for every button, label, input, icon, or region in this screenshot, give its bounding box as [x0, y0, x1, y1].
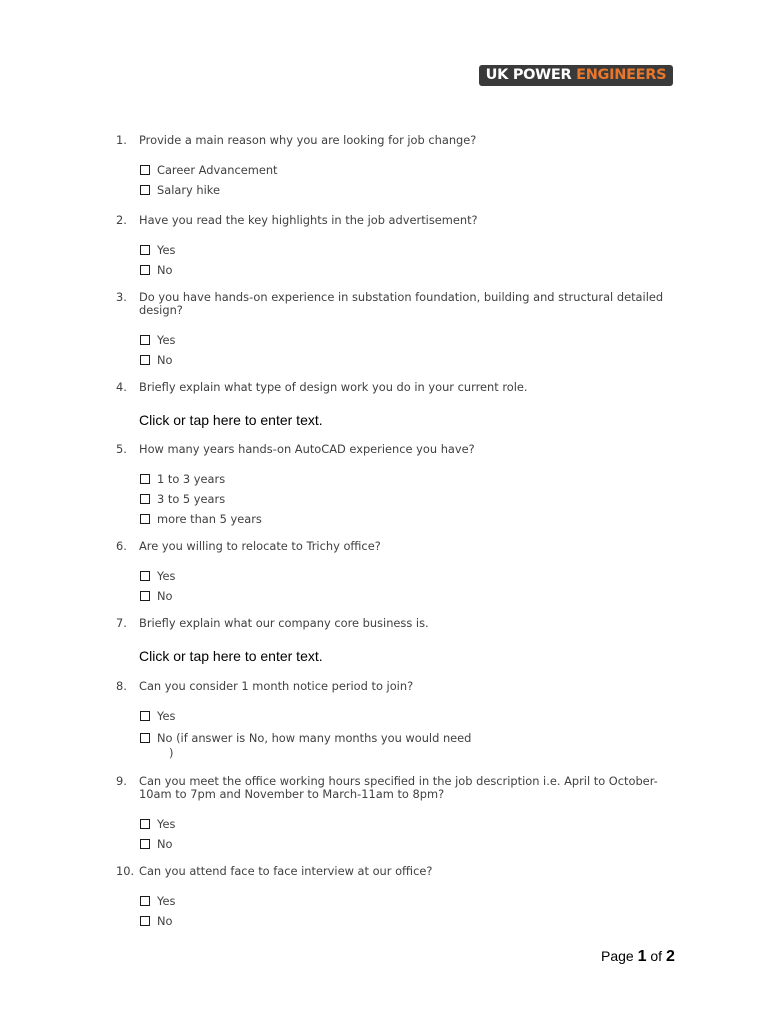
question-text: Can you consider 1 month notice period to join? [139, 679, 414, 693]
option-label: No [157, 263, 173, 277]
question-text: Can you attend face to face interview at our office? [139, 864, 433, 878]
checkbox-option[interactable] [140, 493, 225, 506]
question-text: Briefly explain what type of design work you do in your current role. [139, 380, 528, 394]
checkbox-icon[interactable] [140, 335, 150, 345]
checkbox-icon[interactable] [140, 265, 150, 275]
checkbox-option[interactable] [140, 264, 173, 277]
option-label: Yes [157, 333, 176, 347]
checkbox-option[interactable] [140, 473, 225, 486]
checkbox-option[interactable] [140, 838, 173, 851]
question-text: Can you meet the office working hours specified in the job description i.e. April to October-10am to 7pm and November to March-11am to 8pm? [139, 774, 658, 801]
question-text: Are you willing to relocate to Trichy office? [139, 539, 381, 553]
checkbox-icon[interactable] [140, 733, 150, 743]
checkbox-icon[interactable] [140, 474, 150, 484]
checkbox-option[interactable] [140, 513, 262, 526]
option-label: Yes [157, 709, 176, 723]
option-label: No [157, 353, 173, 367]
option-label-continuation: ) [169, 746, 174, 760]
question-number: 3. [116, 290, 127, 304]
option-label: Career Advancement [157, 163, 278, 177]
page-label: Page [601, 948, 638, 964]
question-number: 7. [116, 616, 127, 630]
checkbox-option[interactable] [140, 731, 472, 760]
option-label: No [157, 914, 173, 928]
checkbox-option[interactable] [140, 164, 278, 177]
option-label: Yes [157, 817, 176, 831]
checkbox-icon[interactable] [140, 896, 150, 906]
checkbox-option[interactable] [140, 334, 175, 347]
checkbox-option[interactable] [140, 354, 173, 367]
question-text: Do you have hands-on experience in substation foundation, building and structural detailed design? [139, 290, 664, 317]
option-label: 1 to 3 years [157, 472, 226, 486]
question-number: 8. [116, 679, 127, 693]
checkbox-icon[interactable] [140, 839, 150, 849]
question-number: 1. [116, 133, 127, 147]
checkbox-option[interactable] [140, 895, 175, 908]
checkbox-icon[interactable] [140, 711, 150, 721]
checkbox-icon[interactable] [140, 494, 150, 504]
option-label: Yes [157, 569, 176, 583]
checkbox-icon[interactable] [140, 185, 150, 195]
question-number: 5. [116, 442, 127, 456]
option-label: 3 to 5 years [157, 492, 226, 506]
question-number: 2. [116, 213, 127, 227]
question-number: 9. [116, 774, 127, 788]
checkbox-option[interactable] [140, 710, 175, 723]
checkbox-icon[interactable] [140, 165, 150, 175]
question-text: How many years hands-on AutoCAD experience you have? [139, 442, 475, 456]
option-label: No (if answer is No, how many months you would need [157, 731, 472, 745]
total-page-number: 2 [665, 948, 675, 965]
option-label: No [157, 589, 173, 603]
checkbox-icon[interactable] [140, 355, 150, 365]
checkbox-icon[interactable] [140, 916, 150, 926]
question-number: 4. [116, 380, 127, 394]
question-text: Have you read the key highlights in the job advertisement? [139, 213, 478, 227]
question-number: 10. [116, 864, 135, 878]
checkbox-option[interactable] [140, 590, 173, 603]
text-entry-field[interactable]: Click or tap here to enter text. [139, 412, 323, 428]
checkbox-icon[interactable] [140, 245, 150, 255]
option-label: Yes [157, 894, 176, 908]
checkbox-option[interactable] [140, 570, 175, 583]
option-label: No [157, 837, 173, 851]
checkbox-icon[interactable] [140, 591, 150, 601]
question-text: Provide a main reason why you are looking for job change? [139, 133, 477, 147]
option-label: more than 5 years [157, 512, 262, 526]
checkbox-option[interactable] [140, 184, 220, 197]
of-label: of [646, 948, 666, 964]
checkbox-icon[interactable] [140, 819, 150, 829]
checkbox-icon[interactable] [140, 571, 150, 581]
text-entry-field[interactable]: Click or tap here to enter text. [139, 648, 323, 664]
logo-text-uk-power: UK POWER [485, 67, 577, 83]
question-number: 6. [116, 539, 127, 553]
checkbox-option[interactable] [140, 244, 175, 257]
question-text: Briefly explain what our company core business is. [139, 616, 429, 630]
checkbox-option[interactable] [140, 818, 175, 831]
logo-text-engineers: ENGINEERS [576, 67, 667, 83]
checkbox-option[interactable] [140, 915, 173, 928]
option-label: Yes [157, 243, 176, 257]
company-logo [479, 65, 673, 86]
checkbox-icon[interactable] [140, 514, 150, 524]
option-label: Salary hike [157, 183, 220, 197]
current-page-number: 1 [637, 948, 647, 965]
page-number-footer [601, 948, 675, 966]
